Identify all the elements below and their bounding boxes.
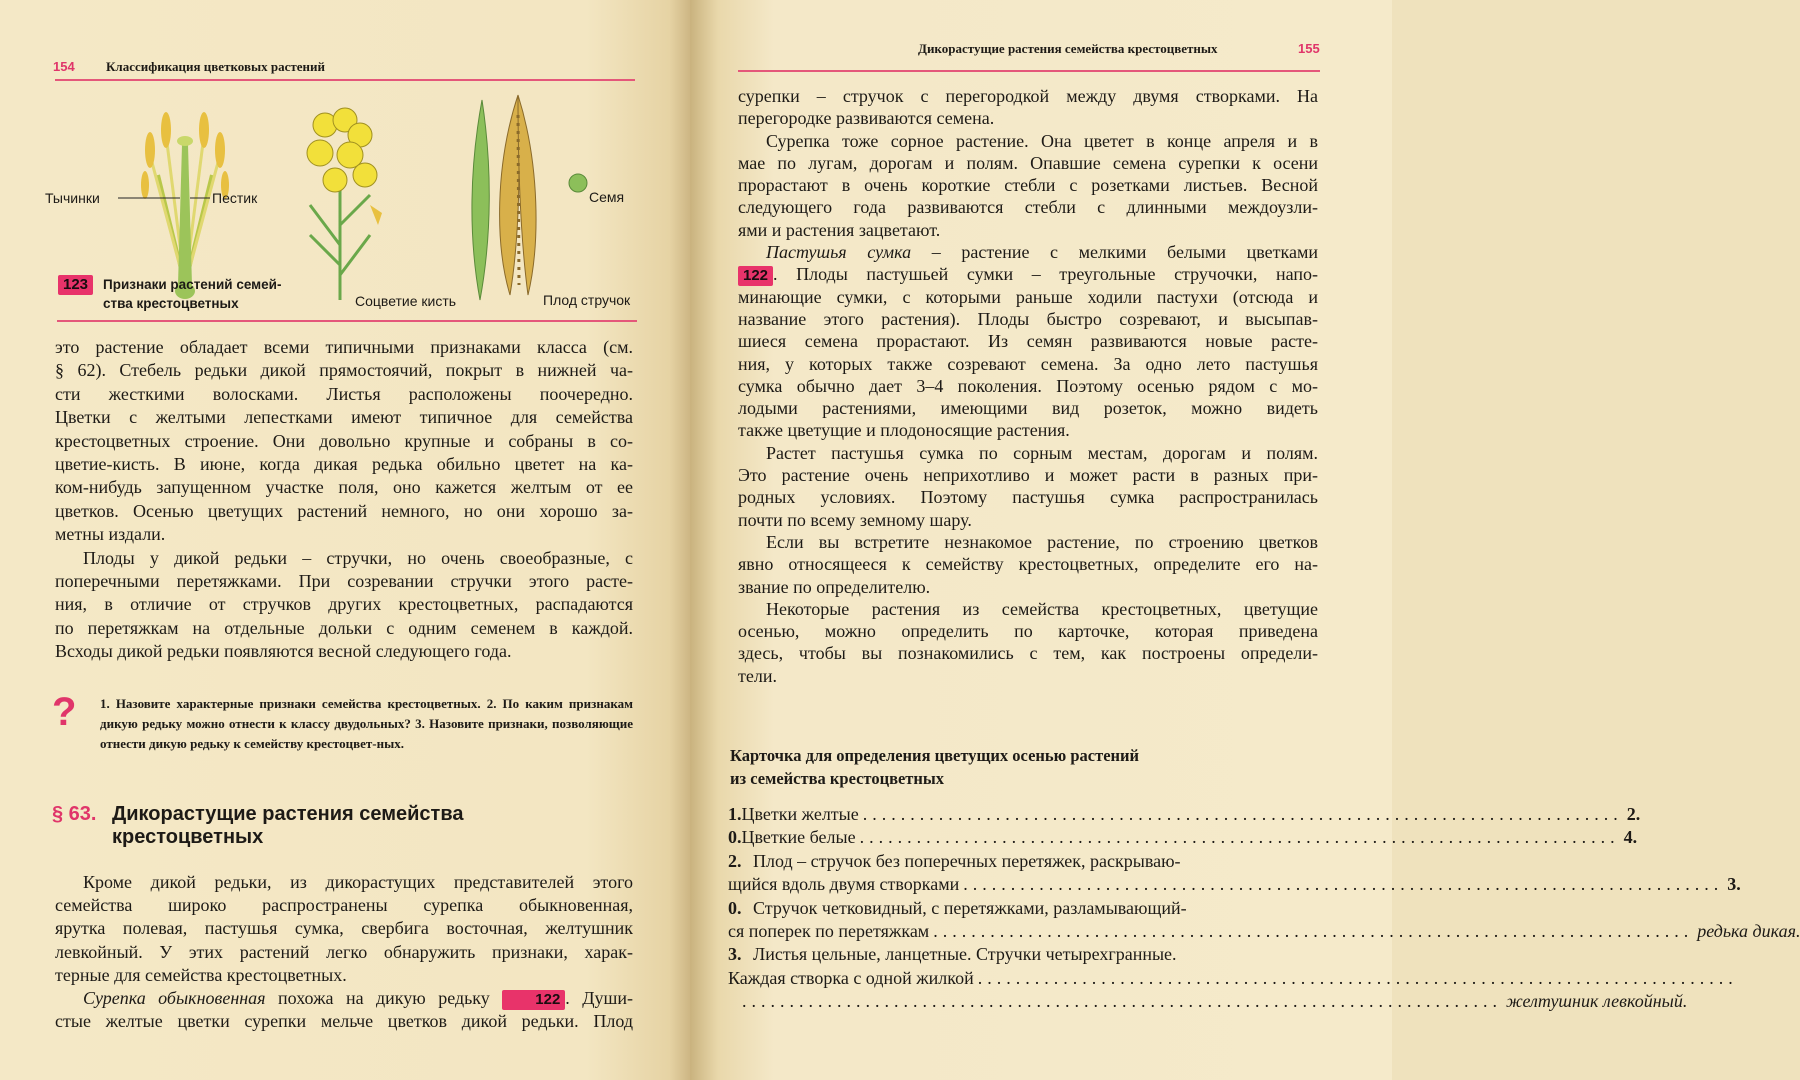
page-number: 154 xyxy=(53,59,75,74)
text-segment: терные для семейства крестоцветных. xyxy=(55,964,347,985)
key-result-name: желтушник левкойный. xyxy=(1506,991,1688,1012)
dot-leader: ................................................................................ xyxy=(933,920,1694,941)
text-line xyxy=(738,419,1318,441)
text-line xyxy=(55,617,633,640)
text-segment: минающие сумки, с которыми раньше ходили пастухи (отсюда и xyxy=(738,286,1318,307)
key-text xyxy=(753,944,1277,967)
text-line xyxy=(738,353,1318,375)
key-text xyxy=(753,851,1277,874)
text-line xyxy=(738,620,1318,642)
text-segment: ями и растения зацветают. xyxy=(738,219,941,240)
key-text xyxy=(728,874,1727,897)
key-result-name: редька дикая. xyxy=(1697,920,1800,941)
seed-drawing xyxy=(569,174,587,192)
section-title xyxy=(112,803,463,849)
text-line xyxy=(55,523,633,546)
text-segment: название этого растения). Плоды быстро созревают, и высыпав- xyxy=(738,308,1318,329)
key-statement: Плод – стручок без поперечных перетяжек, раскрываю- xyxy=(753,850,1181,871)
text-line xyxy=(738,464,1318,486)
text-line xyxy=(55,547,633,570)
text-line xyxy=(55,430,633,453)
figure-rule xyxy=(57,320,637,322)
text-segment: Цветки с желтыми лепестками имеют типичное для семейства xyxy=(55,407,633,428)
text-segment: мае по лугам, дорогам и полям. Опавшие семена сурепки к осени xyxy=(738,152,1318,173)
text-segment: Кроме дикой редьки, из дикорастущих представителей этого xyxy=(83,872,633,892)
figure-reference-badge: 122 xyxy=(502,990,565,1010)
italic-term: Сурепка обыкновенная xyxy=(83,987,266,1008)
key-statement: Цветкие белые xyxy=(741,827,856,848)
text-segment: Это растение очень неприхотливо и может расти в разных при- xyxy=(738,465,1318,486)
text-segment: шиеся семена прорастают. Из семян развиваются новые расте- xyxy=(738,331,1318,352)
dot-leader: ................................................................................ xyxy=(977,967,1738,988)
key-step-number: 0. xyxy=(728,827,742,848)
key-statement: Каждая створка с одной жилкой xyxy=(728,967,974,988)
body-text xyxy=(738,85,1318,687)
text-segment: Сурепка тоже сорное растение. Она цветет в конце апреля и в xyxy=(766,130,1318,151)
text-segment: Если вы встретите незнакомое растение, по строению цветков xyxy=(766,531,1318,552)
key-row xyxy=(728,991,1688,1014)
text-line xyxy=(738,219,1318,241)
key-text xyxy=(728,991,1687,1014)
text-line xyxy=(738,553,1318,575)
key-text xyxy=(753,898,1277,921)
figure-number xyxy=(58,275,93,295)
text-segment: ярутка полевая, пастушья сумка, свербига восточная, желтушник xyxy=(55,918,633,939)
key-next-step: 3. xyxy=(1727,874,1741,895)
text-segment: ком-нибудь запущенном участке поля, оно кажется желтым от ее xyxy=(55,477,633,498)
text-line xyxy=(738,196,1318,218)
text-segment: сумка обычно дает 3–4 поколения. Поэтому осенью рядом с мо- xyxy=(738,375,1318,396)
italic-term: Пастушья сумка xyxy=(766,242,912,263)
key-step-number: 2. xyxy=(728,850,742,871)
text-segment: цветков. Осенью цветущих растений немного, но они хорошо за- xyxy=(55,500,633,521)
label-fruit: Плод стручок xyxy=(543,292,631,308)
key-statement: ся поперек по перетяжкам xyxy=(728,920,930,941)
text-segment: метны издали. xyxy=(55,524,166,545)
text-segment: звание по определителю. xyxy=(738,576,931,597)
dot-leader: ................................................................................ xyxy=(963,874,1724,895)
text-line xyxy=(738,486,1318,508)
running-head: Классификация цветковых растений xyxy=(106,59,326,74)
key-text xyxy=(742,827,1624,850)
text-segment: Всходы дикой редьки появляются весной следующего года. xyxy=(55,641,512,662)
text-line xyxy=(738,286,1318,308)
text-line xyxy=(55,336,633,359)
text-segment: поперечными перетяжками. При созревании стручки этого расте- xyxy=(55,570,633,591)
text-line xyxy=(55,406,633,429)
key-text xyxy=(728,921,1800,944)
key-statement: Стручок четковидный, с перетяжками, разламывающий- xyxy=(753,897,1187,918)
text-line xyxy=(55,570,633,593)
key-statement: щийся вдоль двумя створками xyxy=(728,874,960,895)
label-stamens: Тычинки xyxy=(45,190,100,206)
card-title xyxy=(730,744,1139,790)
text-segment: цветие-кисть. В июне, когда дикая редька обильно цветет на ка- xyxy=(55,453,633,474)
text-segment: § 62). Стебель редьки дикой прямостоячий, покрыт в нижней ча- xyxy=(55,360,633,381)
text-segment: – растение с мелкими белыми цветками xyxy=(911,242,1319,263)
text-segment: лодыми растениями, имеющими вид розеток, можно видеть xyxy=(738,398,1318,419)
text-line xyxy=(738,152,1318,174)
figure-caption xyxy=(103,275,281,313)
text-line xyxy=(738,107,1318,129)
text-segment: похожа на дикую редьку xyxy=(265,987,503,1008)
key-row xyxy=(728,827,1638,850)
text-segment: семейства широко распространены сурепка обыкновенная, xyxy=(55,895,633,916)
text-segment: по перетяжкам на отдельные дольки с одним семенем в каждой. xyxy=(55,617,633,638)
text-line xyxy=(55,894,633,917)
key-next-step: 4. xyxy=(1623,827,1638,848)
header-rule xyxy=(55,79,635,81)
text-segment: Растет пастушья сумка по сорным местам, дорогам и полям. xyxy=(766,442,1318,463)
section-body-text xyxy=(55,871,633,1033)
text-line xyxy=(738,509,1318,531)
caption-line: ства крестоцветных xyxy=(103,296,239,311)
text-line xyxy=(738,308,1318,330)
dot-leader: ................................................................................ xyxy=(862,804,1623,824)
text-segment: осенью, можно определить по карточке, которая приведена xyxy=(738,621,1318,642)
text-segment: . Души- xyxy=(565,987,634,1008)
caption-line: Признаки растений семей- xyxy=(103,277,282,292)
key-text xyxy=(742,804,1627,827)
text-line xyxy=(55,917,633,940)
text-segment: сурепки – стручок с перегородкой между двумя створками. На xyxy=(738,86,1318,106)
dot-leader: ................................................................................ xyxy=(859,827,1620,848)
key-next-step xyxy=(1277,944,1313,967)
text-segment: явно относящееся к семейству крестоцветных, определите его на- xyxy=(738,554,1318,575)
figure-badge: 123 xyxy=(58,275,93,295)
card-title-line: из семейства крестоцветных xyxy=(730,769,945,788)
key-step-number: 0. xyxy=(728,897,742,918)
text-segment: крестоцветных строение. Они довольно крупные и собраны в со- xyxy=(55,430,633,451)
text-segment: левкойный. У этих растений легко обнаружить признаки, харак- xyxy=(55,941,633,962)
text-segment: также цветущие и плодоносящие растения. xyxy=(738,420,1070,441)
green-pod-drawing xyxy=(472,100,489,300)
text-line xyxy=(738,531,1318,553)
text-line xyxy=(55,941,633,964)
text-line xyxy=(738,576,1318,598)
text-segment: сти жесткими волосками. Листья расположены поочередно. xyxy=(55,383,633,404)
text-segment: ния, в отличие от стручков других крестоцветных, распадаются xyxy=(55,594,633,615)
text-line xyxy=(55,500,633,523)
text-line xyxy=(738,263,1318,285)
key-row xyxy=(728,967,1738,991)
label-inflorescence: Соцветие кисть xyxy=(355,293,457,309)
section-title-line: крестоцветных xyxy=(112,826,264,848)
text-line xyxy=(55,640,633,663)
key-next-step: 2. xyxy=(1626,804,1641,824)
text-line xyxy=(738,174,1318,196)
text-line xyxy=(55,359,633,382)
text-line xyxy=(738,598,1318,620)
text-segment: это растение обладает всеми типичными признаками класса (см. xyxy=(55,337,633,357)
key-row xyxy=(728,804,1641,827)
text-segment: здесь, чтобы вы познакомились с тем, как построены определи- xyxy=(738,643,1318,664)
text-line xyxy=(738,375,1318,397)
key-step-number: 3. xyxy=(728,944,742,965)
open-pod-drawing xyxy=(500,95,536,295)
key-row xyxy=(728,920,1800,944)
text-line xyxy=(738,85,1318,107)
identification-key xyxy=(728,804,1800,1015)
text-line xyxy=(738,330,1318,352)
figure-reference-badge: 122 xyxy=(738,266,773,286)
question-mark-icon: ? xyxy=(52,690,77,734)
key-step-number: 1. xyxy=(728,804,742,824)
key-text xyxy=(728,968,1742,991)
text-line xyxy=(738,665,1318,687)
text-segment: стые желтые цветки сурепки мельче цветков дикой редьки. Плод xyxy=(55,1011,633,1032)
text-segment: прорастают в очень короткие стебли с розетками листьев. Весной xyxy=(738,175,1318,196)
text-segment: Плоды у дикой редьки – стручки, но очень своеобразные, с xyxy=(83,547,633,568)
section-number: § 63. xyxy=(52,803,97,825)
running-head: Дикорастущие растения семейства крестоцветных xyxy=(918,41,1218,56)
left-page xyxy=(0,0,690,1080)
text-line xyxy=(55,964,633,987)
review-questions: 1. Назовите характерные признаки семейства крестоцветных. 2. По каким признакам дикую редьку можно отнести к классу двудольных? 3. Назовите признаки, позволяющие отнести дикую редьку к семейству крестоцвет-ных. xyxy=(100,696,633,751)
text-line xyxy=(55,476,633,499)
text-segment: следующего года развиваются стебли с длинными междоузли- xyxy=(738,197,1318,218)
card-title-line: Карточка для определения цветущих осенью растений xyxy=(730,746,1140,765)
text-line xyxy=(738,130,1318,152)
key-row xyxy=(728,944,1313,967)
key-row xyxy=(728,851,1313,874)
label-pistil: Пестик xyxy=(212,190,258,206)
section-title-line: Дикорастущие растения семейства xyxy=(112,803,464,825)
key-row xyxy=(728,898,1313,921)
text-line xyxy=(55,593,633,616)
text-segment: ния, у которых также созревают семена. За одно лето пастушья xyxy=(738,353,1318,374)
text-segment: тели. xyxy=(738,665,777,686)
text-line xyxy=(55,871,633,894)
text-line xyxy=(55,987,633,1010)
key-next-step xyxy=(1277,851,1313,874)
text-segment: перегородке развиваются семена. xyxy=(738,108,995,129)
text-line xyxy=(738,241,1318,263)
key-statement: Цветки желтые xyxy=(741,804,859,824)
text-segment: родных условиях. Поэтому пастушья сумка распространилась xyxy=(738,487,1318,508)
inflorescence-drawing xyxy=(307,108,382,300)
key-next-step xyxy=(1277,898,1313,921)
text-line xyxy=(55,383,633,406)
header-rule xyxy=(738,70,1320,72)
text-segment: . Плоды пастушьей сумки – треугольные стручочки, напо- xyxy=(773,264,1318,285)
text-segment: Некоторые растения из семейства крестоцветных, цветущие xyxy=(766,598,1318,619)
body-text xyxy=(55,336,633,663)
page-number: 155 xyxy=(1298,41,1320,56)
text-line xyxy=(738,442,1318,464)
text-line xyxy=(55,1010,633,1033)
dot-leader: ................................................................................ xyxy=(742,991,1502,1012)
text-segment: почти по всему земному шару. xyxy=(738,509,972,530)
text-line xyxy=(738,642,1318,664)
text-line xyxy=(55,453,633,476)
key-statement: Листья цельные, ланцетные. Стручки четырехгранные. xyxy=(753,944,1177,965)
key-row xyxy=(728,874,1741,897)
text-line xyxy=(738,397,1318,419)
label-seed: Семя xyxy=(589,189,625,205)
